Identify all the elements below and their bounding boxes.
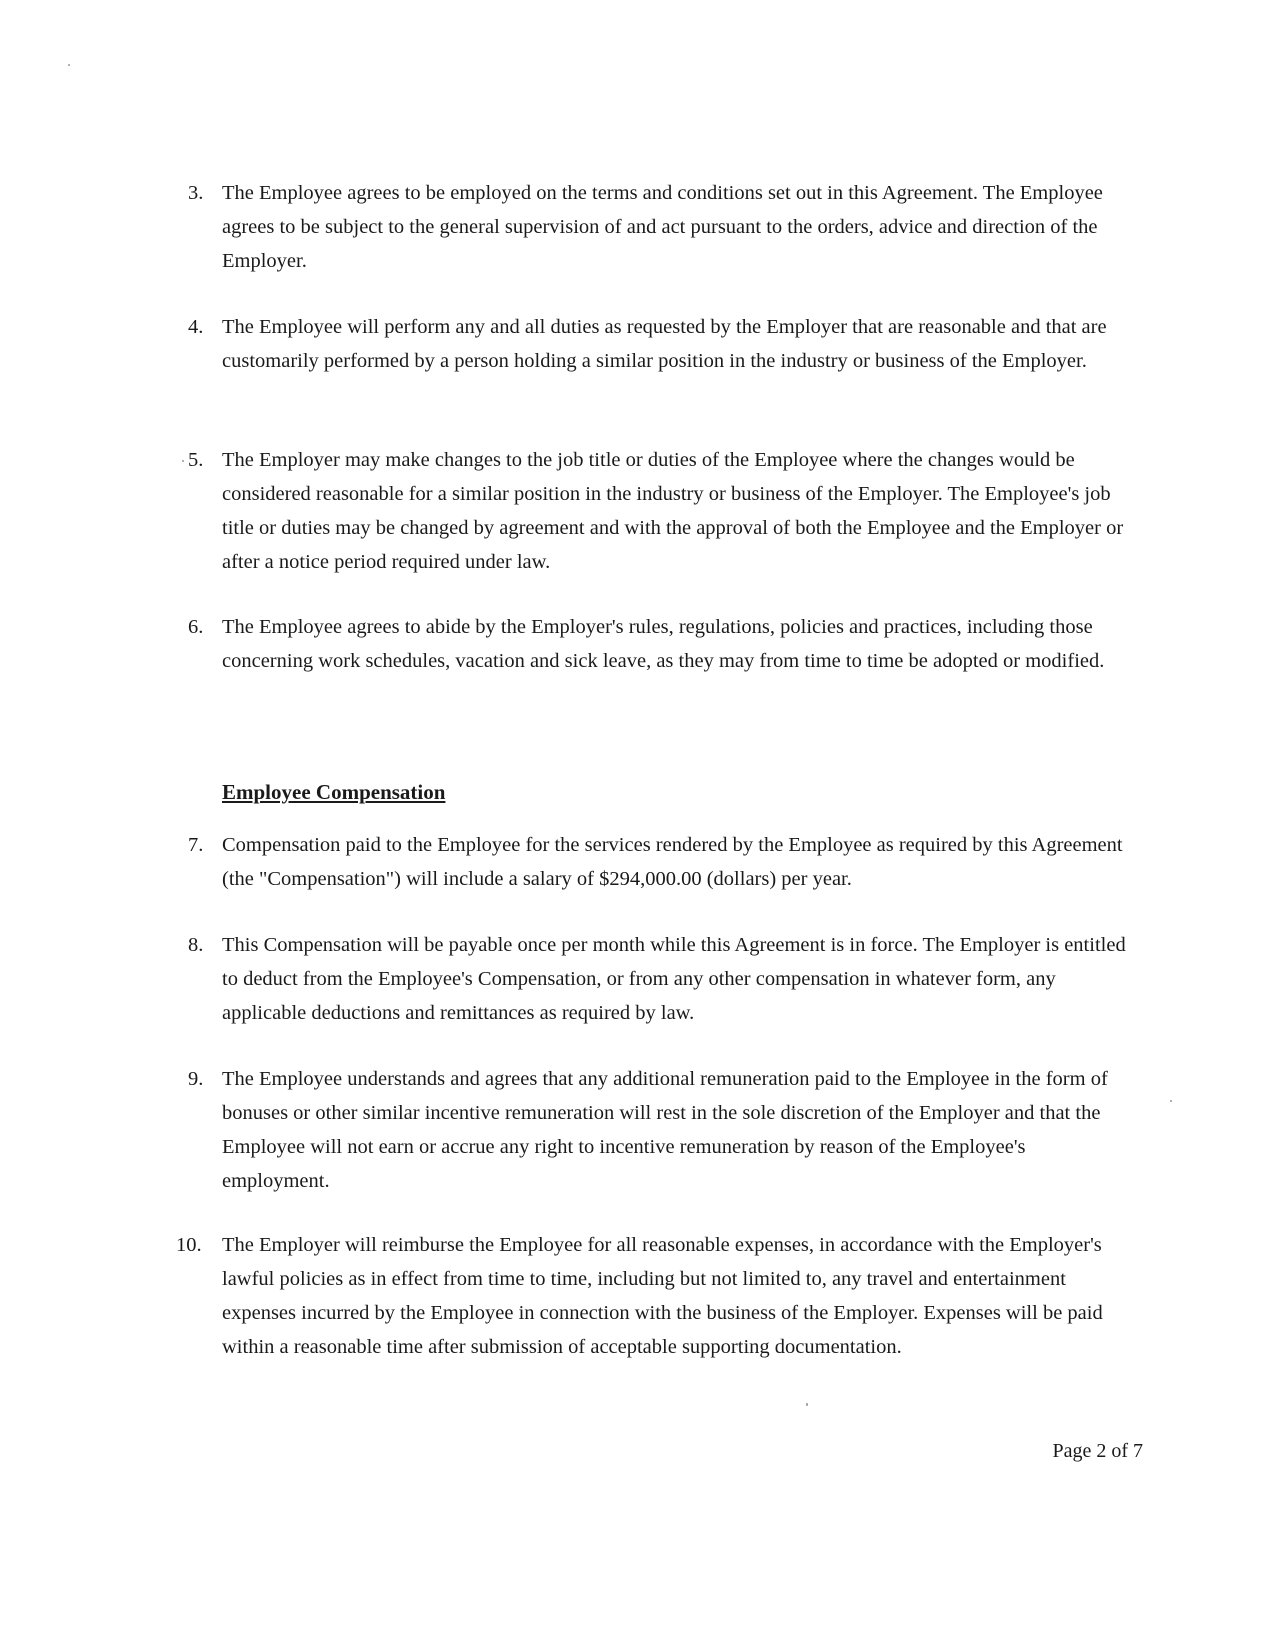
- clause-number: 5.: [188, 449, 204, 471]
- clause-text: The Employee understands and agrees that any additional remuneration paid to the Employee in the form of bonuses or other similar incentive remuneration will rest in the sole discretion of the Employer and that the Employee will not earn or accrue any right to incentive remuneration by reason of the Employee's employment.: [222, 1068, 1108, 1192]
- clause-number: 8.: [188, 934, 204, 956]
- scan-speck: [68, 64, 70, 66]
- clause-5: [188, 443, 1132, 579]
- scan-speck: [806, 1403, 808, 1406]
- clause-number: 9.: [188, 1068, 204, 1090]
- clause-9: [188, 1062, 1132, 1198]
- clause-8: [188, 928, 1132, 1030]
- clause-7: [188, 828, 1132, 896]
- clause-10: [176, 1228, 1132, 1364]
- scan-speck: [182, 460, 184, 462]
- clause-text: Compensation paid to the Employee for the services rendered by the Employee as required by this Agreement (the "Compensation") will include a salary of $294,000.00 (dollars) per year.: [222, 834, 1123, 890]
- clause-text: The Employer may make changes to the job title or duties of the Employee where the changes would be considered reasonable for a similar position in the industry or business of the Employer. The Employee's job title or duties may be changed by agreement and with the approval of both the Employee and the Employer or after a notice period required under law.: [222, 449, 1124, 573]
- clause-text: The Employee agrees to abide by the Employer's rules, regulations, policies and practices, including those concerning work schedules, vacation and sick leave, as they may from time to time be adopted or modified.: [222, 616, 1105, 672]
- clause-text: The Employee agrees to be employed on the terms and conditions set out in this Agreement. The Employee agrees to be subject to the general supervision of and act pursuant to the orders, advice and direction of the Employer.: [222, 182, 1103, 272]
- clause-text: The Employee will perform any and all duties as requested by the Employer that are reasonable and that are customarily performed by a person holding a similar position in the industry or business of the Employer.: [222, 316, 1107, 372]
- clause-6: [188, 610, 1132, 678]
- page-number: Page 2 of 7: [1052, 1440, 1143, 1462]
- section-heading: Employee Compensation: [222, 780, 446, 804]
- clause-number: 4.: [188, 316, 204, 338]
- clause-number: 10.: [176, 1234, 202, 1256]
- scan-speck: [1170, 1100, 1172, 1102]
- clause-number: 6.: [188, 616, 204, 638]
- clause-text: This Compensation will be payable once per month while this Agreement is in force. The Employer is entitled to deduct from the Employee's Compensation, or from any other compensation in whatever form, any applicable deductions and remittances as required by law.: [222, 934, 1126, 1024]
- clause-number: 3.: [188, 182, 204, 204]
- clause-number: 7.: [188, 834, 204, 856]
- clause-4: [188, 310, 1132, 378]
- clause-text: The Employer will reimburse the Employee for all reasonable expenses, in accordance with the Employer's lawful policies as in effect from time to time, including but not limited to, any travel and entertainment expenses incurred by the Employee in connection with the business of the Employer. Expenses will be paid within a reasonable time after submission of acceptable supporting documentation.: [222, 1234, 1103, 1358]
- clause-3: [188, 176, 1132, 278]
